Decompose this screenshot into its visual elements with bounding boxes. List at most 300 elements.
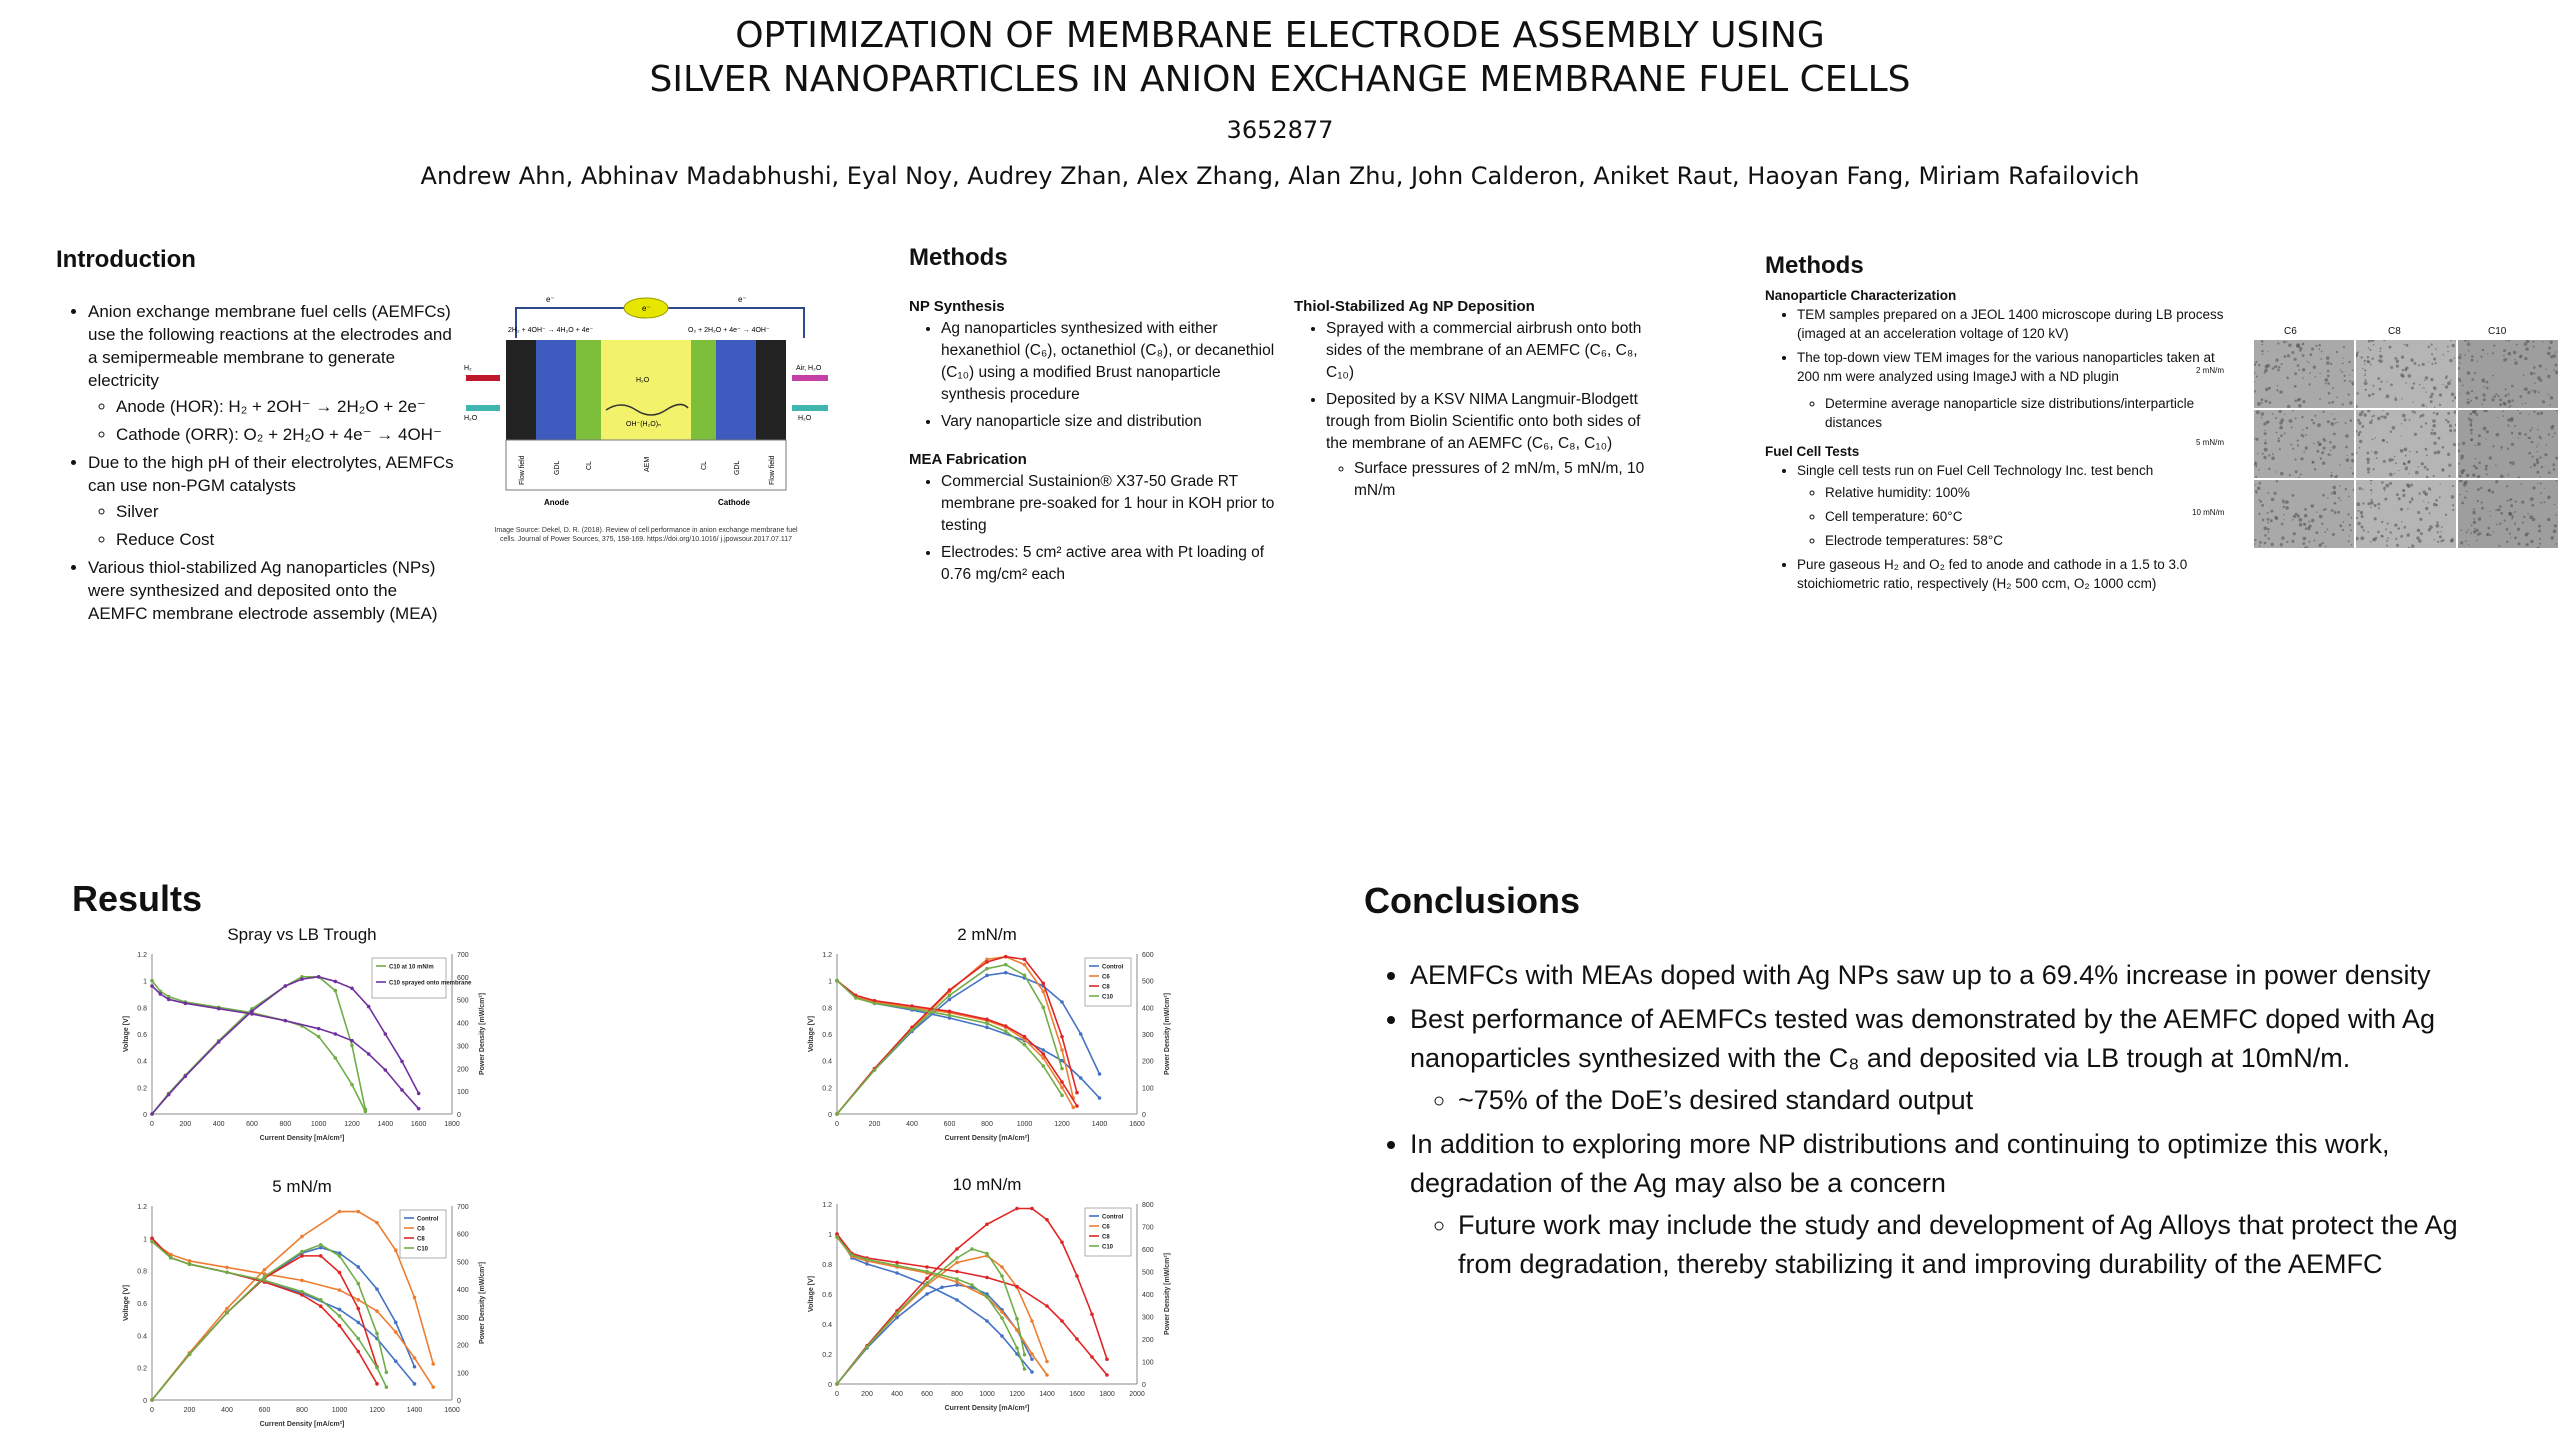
voltage-point [150,979,154,983]
power-line [152,977,365,1114]
intro-bullet-ph: • Due to the high pH of their electrolytes, AEMFCs can use non-PGM catalysts ◦ Silver ◦ Reduce Cost [88,451,456,551]
voltage-point [1004,1030,1008,1034]
y-tick-label: 0.8 [137,1268,147,1276]
label-gdl-left: GDL [554,460,561,475]
legend-entry: C8 [1102,984,1110,991]
y2-tick-label: 200 [457,1066,469,1074]
voltage-point [394,1359,398,1363]
x-tick-label: 1000 [979,1391,995,1398]
power-point [865,1345,869,1349]
y2-tick-label: 700 [1142,1224,1154,1232]
legend-entry: C10 sprayed onto membrane [389,980,472,987]
voltage-point [1030,1370,1034,1374]
power-line [152,1248,415,1400]
power-point [263,1268,267,1272]
power-point [985,1252,989,1256]
legend-entry: Control [1102,964,1124,971]
legend-entry: C6 [1102,1224,1110,1231]
anode-equation: 2H₂ + 4OH⁻ → 4H₂O + 4e⁻ [508,327,594,334]
x-tick-label: 800 [296,1407,308,1414]
voltage-point [925,1270,929,1274]
power-point [910,1028,914,1032]
voltage-line [837,1234,1032,1372]
y2-tick-label: 0 [457,1398,461,1405]
legend-entry: C6 [417,1226,425,1233]
power-point [188,1352,192,1356]
y2-tick-label: 0 [1142,1382,1146,1389]
chart-5-mn-m [110,1176,510,1440]
tem-row-label-5: 5 mN/m [2196,438,2224,447]
x-tick-label: 1200 [1054,1121,1070,1128]
y2-tick-label: 100 [1142,1359,1154,1367]
intro-sub-cost: ◦ Reduce Cost [116,528,456,551]
y2-tick-label: 300 [457,1043,469,1051]
y-tick-label: 0.6 [137,1032,147,1039]
x-tick-label: 0 [835,1391,839,1398]
tem-image [2356,480,2456,548]
voltage-point [431,1385,435,1389]
power-point [338,1254,342,1258]
y-tick-label: 0.4 [822,1058,832,1066]
y-tick-label: 0.6 [822,1292,832,1299]
y-tick-label: 1.2 [137,952,147,959]
power-point [167,1093,171,1097]
y-tick-label: 1.2 [822,952,832,959]
y2-tick-label: 400 [1142,1292,1154,1299]
voltage-point [835,979,839,983]
legend-entry: C10 [1102,994,1114,1001]
voltage-point [334,1032,338,1036]
cathode-equation: O₂ + 2H₂O + 4e⁻ → 4OH⁻ [688,327,770,334]
title-line-2: SILVER NANOPARTICLES IN ANION EXCHANGE MEMBRANE FUEL CELLS [649,59,1911,100]
voltage-point [263,1279,267,1283]
x-tick-label: 1400 [1039,1391,1055,1398]
x-axis-label: Current Density [mA/cm²] [944,1135,1030,1142]
voltage-line [837,1234,1107,1375]
voltage-point [413,1356,417,1360]
conclusion-bullet-3: • In addition to exploring more NP distributions and continuing to optimize this work, degradation of the Ag may also be a concern ◦ Future work may include the study and development of Ag Alloys that protect the Ag from degradation, thereby stabilizing it and improving durability of the AEMFC [1410,1125,2484,1284]
y-tick-label: 1 [828,978,832,986]
voltage-point [1015,1328,1019,1332]
voltage-point [217,1007,221,1011]
voltage-point [873,1002,877,1006]
poster-title [0,14,2560,102]
voltage-point [955,1270,959,1274]
power-point [375,1287,379,1291]
air-label: Air, H₂O [796,365,822,372]
characterization-bullet-1: • TEM samples prepared on a JEOL 1400 microscope during LB process (imaged at an acceleration voltage of 120 kV) [1797,305,2225,343]
power-point [300,1235,304,1239]
power-point [400,1060,404,1064]
power-point [225,1311,229,1315]
voltage-point [350,1039,354,1043]
voltage-point [850,1253,854,1257]
power-point [184,1074,188,1078]
x-tick-label: 1200 [344,1121,360,1128]
y-tick-label: 0.2 [822,1085,832,1093]
power-point [394,1321,398,1325]
chart-svg [110,1176,510,1440]
x-tick-label: 400 [906,1121,918,1128]
h2-label: H₂ [464,365,472,372]
power-point [985,1222,989,1226]
chart-title: 5 mN/m [272,1177,332,1196]
power-point [925,1276,929,1280]
power-point [1023,974,1027,978]
np-synthesis-heading: NP Synthesis [909,298,1005,315]
power-point [1004,971,1008,975]
y2-axis-label: Power Density [mW/cm²] [479,992,486,1076]
y2-tick-label: 0 [457,1112,461,1119]
chart-svg [795,1174,1195,1424]
voltage-point [910,1007,914,1011]
tem-image [2254,340,2354,408]
power-point [970,1247,974,1251]
cathode-label: Cathode [718,498,750,507]
conclusion-bullet-1: • AEMFCs with MEAs doped with Ag NPs saw up to a 69.4% increase in power density [1410,956,2484,995]
power-point [413,1365,417,1369]
power-point [1105,1357,1109,1361]
power-point [317,975,321,979]
x-tick-label: 800 [279,1121,292,1128]
characterization-bullet-2: • The top-down view TEM images for the various nanoparticles taken at 200 nm were analyzed using ImageJ with a ND plugin ◦ Determine average nanoparticle size distributions/interparticle distances [1797,348,2225,432]
power-line [837,1209,1107,1385]
x-tick-label: 1400 [377,1121,394,1128]
voltage-point [167,998,171,1002]
power-point [1023,963,1027,967]
conclusion-sub-future: ◦ Future work may include the study and development of Ag Alloys that protect the Ag from degradation, thereby stabilizing it and improving durability of the AEMFC [1458,1206,2484,1284]
conclusions-heading: Conclusions [1364,880,1581,921]
power-point [1023,1353,1027,1357]
y-axis-label: Voltage [V] [123,1015,130,1053]
voltage-point [925,1265,929,1269]
y2-tick-label: 200 [457,1342,469,1350]
tem-image [2356,340,2456,408]
power-point [955,1256,959,1260]
fuel-cell-cell-temp: ◦ Cell temperature: 60°C [1825,507,2225,526]
y-tick-label: 0.8 [822,1262,832,1269]
label-cl-right: CL [701,461,708,470]
power-point [1041,982,1045,986]
voltage-point [384,1068,388,1072]
power-point [150,1398,154,1402]
y-tick-label: 0 [828,1112,832,1119]
x-axis-label: Current Density [mA/cm²] [944,1405,1030,1412]
electron-label-right: e⁻ [738,295,747,304]
power-point [356,1265,360,1269]
y-tick-label: 1.2 [137,1204,147,1211]
fuel-cell-tests-heading: Fuel Cell Tests [1765,444,1860,459]
diagram-image-source: Image Source: Dekel, D. R. (2018). Review of cell performance in anion exchange membrane fuel cells. Journal of Power Sources, 375, 158-169. https://doi.org/10.1016/ j.jpowsour.2017.07.117 [494,527,798,543]
y-tick-label: 1 [143,978,147,986]
tem-col-label-c6: C6 [2284,326,2297,337]
y2-tick-label: 300 [1142,1032,1154,1039]
y2-tick-label: 400 [457,1020,469,1028]
y2-tick-label: 500 [457,1259,469,1267]
power-point [895,1311,899,1315]
voltage-point [1041,1048,1045,1052]
power-point [985,974,989,978]
voltage-point [150,1237,154,1241]
chart-svg [110,924,510,1154]
voltage-point [1060,1086,1064,1090]
power-point [985,960,989,964]
x-tick-label: 1600 [444,1407,460,1414]
legend-entry: C10 [1102,1244,1114,1251]
power-point [948,988,952,992]
voltage-point [1060,1319,1064,1323]
y-axis-label: Voltage [V] [808,1015,815,1053]
power-point [225,1307,229,1311]
x-tick-label: 400 [212,1121,225,1128]
y2-tick-label: 700 [457,1204,469,1211]
voltage-point [985,1276,989,1280]
x-tick-label: 200 [179,1121,192,1128]
voltage-point [375,1309,379,1313]
tem-image [2254,410,2354,478]
voltage-point [317,1027,321,1031]
power-point [384,1032,388,1036]
anode-label: Anode [544,498,569,507]
voltage-point [895,1264,899,1268]
power-point [300,1254,304,1258]
y2-tick-label: 100 [457,1089,469,1097]
voltage-point [1105,1373,1109,1377]
results-heading: Results [72,878,203,919]
voltage-point [356,1321,360,1325]
power-point [413,1296,417,1300]
x-tick-label: 1000 [331,1407,348,1414]
x-tick-label: 0 [150,1407,154,1414]
power-point [955,1247,959,1251]
x-tick-label: 200 [861,1391,873,1398]
electron-label-center: e⁻ [642,304,651,313]
x-tick-label: 1600 [1069,1391,1085,1398]
power-point [1030,1207,1034,1211]
tem-image [2458,410,2558,478]
power-point [1090,1312,1094,1316]
voltage-point [1023,1035,1027,1039]
x-tick-label: 1000 [310,1121,327,1128]
y-tick-label: 1 [143,1236,147,1244]
voltage-point [184,1002,188,1006]
power-point [1060,1240,1064,1244]
voltage-point [985,1026,989,1030]
thiol-bullet-1: • Sprayed with a commercial airbrush onto both sides of the membrane of an AEMFC (C₆, C₈, C₁₀) [1326,318,1664,384]
hydroxide-label: OH⁻(H₂O)ₙ [626,421,661,428]
voltage-point [338,1308,342,1312]
power-point [284,984,288,988]
voltage-point [985,1319,989,1323]
aemfc-diagram [456,290,836,550]
tem-image [2458,340,2558,408]
voltage-point [1041,1064,1045,1068]
power-point [1060,1067,1064,1071]
intro-sub-silver: ◦ Silver [116,500,456,523]
y-tick-label: 0.2 [822,1352,832,1359]
y-tick-label: 1.2 [822,1202,832,1209]
voltage-line [152,1242,386,1388]
y2-tick-label: 500 [1142,978,1154,986]
chart-title: Spray vs LB Trough [227,925,377,944]
np-synthesis-bullet-1: • Ag nanoparticles synthesized with either hexanethiol (C₆), octanethiol (C₈), or decanethiol (C₁₀) using a modified Brust nanoparticle synthesis procedure [941,318,1279,406]
voltage-point [300,1293,304,1297]
power-point [1023,958,1027,962]
voltage-line [152,981,365,1112]
legend-entry: Control [417,1216,439,1223]
power-point [948,994,952,998]
power-point [356,1307,360,1311]
x-tick-label: 0 [150,1121,154,1128]
x-tick-label: 1600 [410,1121,427,1128]
y-tick-label: 0.4 [137,1058,147,1066]
voltage-point [300,1290,304,1294]
y-tick-label: 0.6 [822,1032,832,1039]
voltage-point [1041,1052,1045,1056]
voltage-point [319,1304,323,1308]
voltage-point [413,1382,417,1386]
x-axis-label: Current Density [mA/cm²] [259,1135,345,1142]
voltage-point [319,1298,323,1302]
legend-entry: C8 [1102,1234,1110,1241]
power-line [152,1212,433,1400]
power-point [985,967,989,971]
power-point [300,1250,304,1254]
power-point [1045,1218,1049,1222]
power-point [835,1112,839,1116]
methods-left-column [909,296,1279,591]
voltage-point [835,1235,839,1239]
label-flow-field-left: Flow field [519,455,526,485]
power-line [837,957,1077,1114]
power-point [367,1005,371,1009]
tem-col-label-c8: C8 [2388,326,2401,337]
voltage-point [1015,1346,1019,1350]
y-axis-label: Voltage [V] [123,1284,130,1322]
x-tick-label: 1400 [1091,1121,1108,1128]
y2-tick-label: 600 [1142,952,1154,959]
power-point [431,1362,435,1366]
voltage-point [854,996,858,1000]
voltage-point [985,1022,989,1026]
voltage-point [1075,1104,1079,1108]
power-point [925,1292,929,1296]
np-synthesis-bullet-2: • Vary nanoparticle size and distribution [941,411,1279,433]
y2-axis-label: Power Density [mW/cm²] [1164,992,1171,1076]
x-tick-label: 1400 [406,1407,423,1414]
y2-tick-label: 0 [1142,1112,1146,1119]
y2-tick-label: 200 [1142,1337,1154,1344]
anode-reaction: ◦ Anode (HOR): H₂ + 2OH⁻ → 2H₂O + 2e⁻ [116,395,456,418]
h2o-label: H₂O [464,415,478,422]
author-list: Andrew Ahn, Abhinav Madabhushi, Eyal Noy, Audrey Zhan, Alex Zhang, Alan Zhu, John Calderon, Aniket Raut, Haoyan Fang, Miriam Rafailovich [420,162,2140,190]
x-tick-label: 600 [258,1407,271,1414]
y2-tick-label: 400 [457,1287,469,1295]
voltage-point [1098,1096,1102,1100]
methods-section-2 [1765,252,2225,598]
introduction-section [56,246,456,630]
power-point [948,998,952,1002]
methods-right-column [1294,296,1664,507]
power-point [150,1112,154,1116]
voltage-point [1023,1043,1027,1047]
voltage-point [1071,1106,1075,1110]
voltage-point [417,1107,421,1111]
power-point [319,1243,323,1247]
voltage-point [1060,1080,1064,1084]
voltage-point [150,984,154,988]
voltage-point [1060,1094,1064,1098]
tem-image-grid [2190,326,2560,552]
chart-title: 10 mN/m [952,1175,1022,1194]
x-tick-label: 200 [868,1121,881,1128]
x-tick-label: 400 [221,1407,233,1414]
power-point [300,977,304,981]
voltage-point [1000,1334,1004,1338]
voltage-point [1045,1304,1049,1308]
h2o-membrane-label: H₂O [636,377,650,384]
power-point [1041,990,1045,994]
power-point [1045,1360,1049,1364]
electron-label-left: e⁻ [546,295,555,304]
power-point [394,1249,398,1253]
y2-tick-label: 600 [1142,1247,1154,1254]
power-point [350,986,354,990]
conclusion-bullet-2: • Best performance of AEMFCs tested was demonstrated by the AEMFC doped with Ag nanoparticles synthesized with the C₈ and deposited via LB trough at 10mN/m. ◦ ~75% of the DoE’s desired standard output [1410,1000,2484,1120]
chart-svg [795,924,1195,1154]
power-point [1004,955,1008,959]
thiol-sub-pressures: ◦ Surface pressures of 2 mN/m, 5 mN/m, 10 mN/m [1354,458,1664,502]
thiol-deposition-heading: Thiol-Stabilized Ag NP Deposition [1294,298,1535,315]
power-point [417,1092,421,1096]
voltage-line [837,981,1077,1106]
voltage-point [1075,1337,1079,1341]
voltage-point [1090,1355,1094,1359]
x-tick-label: 800 [951,1391,963,1398]
x-tick-label: 400 [891,1391,903,1398]
y-tick-label: 0.2 [137,1085,147,1093]
voltage-point [338,1314,342,1318]
power-point [925,1281,929,1285]
mea-bullet-1: • Commercial Sustainion® X37-50 Grade RT membrane pre-soaked for 1 hour in KOH prior to testing [941,471,1279,537]
poster-id: 3652877 [1226,116,1334,144]
x-tick-label: 0 [835,1121,839,1128]
power-point [1015,1207,1019,1211]
tem-col-label-c10: C10 [2488,326,2507,337]
power-point [250,1009,254,1013]
power-point [385,1370,389,1374]
power-point [955,1261,959,1265]
fuel-cell-electrode-temp: ◦ Electrode temperatures: 58°C [1825,531,2225,550]
voltage-point [400,1088,404,1092]
voltage-point [394,1330,398,1334]
voltage-point [225,1270,229,1274]
voltage-point [284,1019,288,1023]
power-point [356,1210,360,1214]
voltage-point [1023,1367,1027,1371]
x-tick-label: 1600 [1129,1121,1145,1128]
voltage-point [1045,1373,1049,1377]
voltage-point [317,1035,321,1039]
power-point [1075,1274,1079,1278]
voltage-point [300,1279,304,1283]
power-point [217,1040,221,1044]
power-point [375,1332,379,1336]
voltage-point [356,1298,360,1302]
y-tick-label: 0.4 [822,1322,832,1329]
voltage-point [948,1010,952,1014]
cathode-reaction: ◦ Cathode (ORR): O₂ + 2H₂O + 4e⁻ → 4OH⁻ [116,423,456,446]
